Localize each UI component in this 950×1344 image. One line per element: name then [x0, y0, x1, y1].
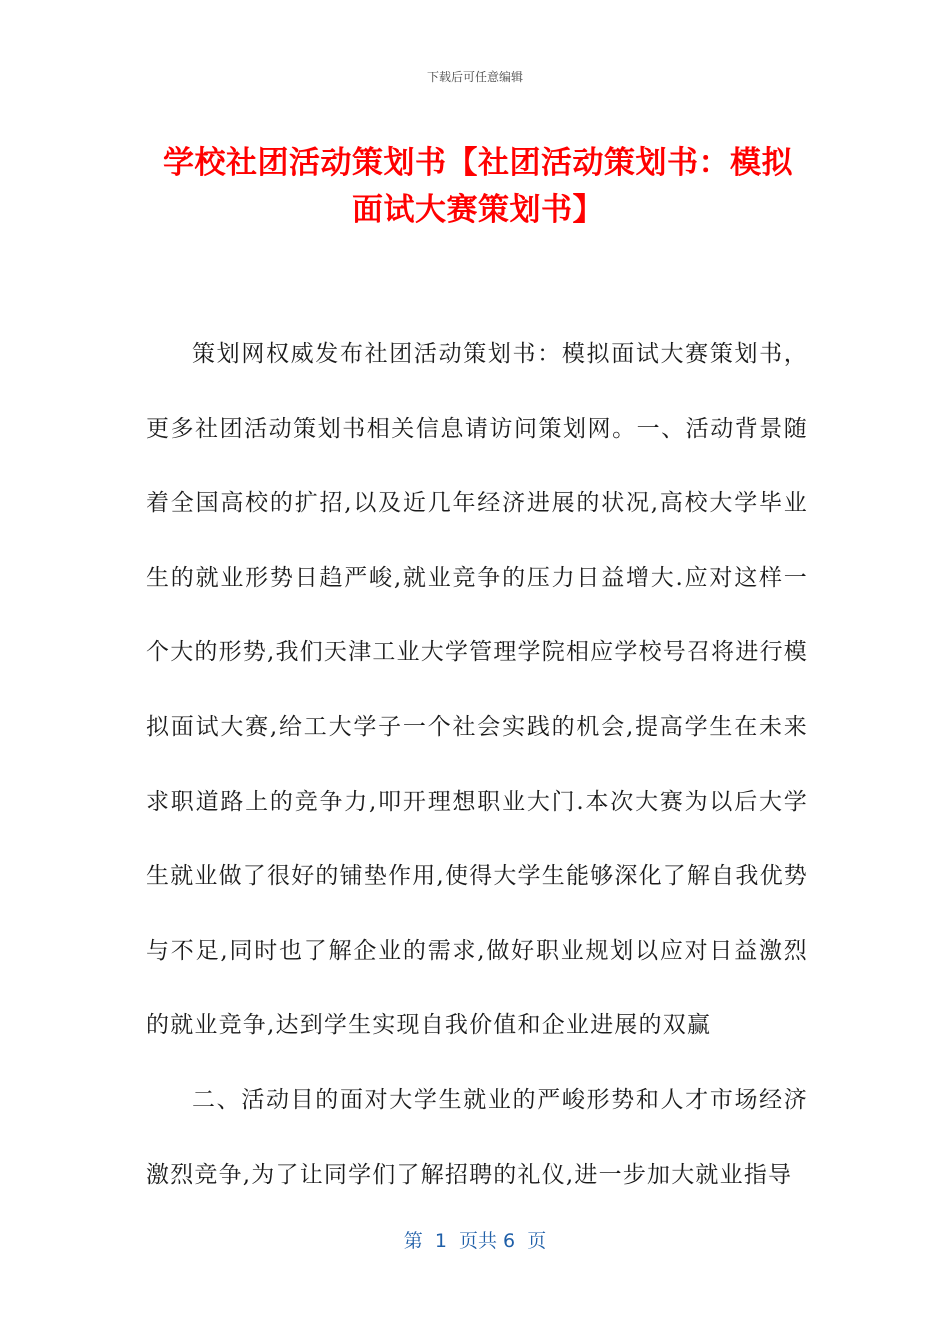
header-note: 下载后可任意编辑: [426, 70, 523, 84]
paragraph: 策划网权威发布社团活动策划书：模拟面试大赛策划书，更多社团活动策划书相关信息请访问策划网。一、活动背景随着全国高校的扩招,以及近几年经济进展的状况,高校大学毕业生的就业形势日趋严峻,就业竞争的压力日益增大.应对这样一个大的形势,我们天津工业大学管理学院相应学校号召将进行模拟面试大赛,给工大学子一个社会实践的机会,提高学生在未来求职道路上的竞争力,叩开理想职业大门.本次大赛为以后大学生就业做了很好的铺垫作用,使得大学生能够深化了解自我优势与不足,同时也了解企业的需求,做好职业规划以应对日益激烈的就业竞争,达到学生实现自我价值和企业进展的双赢: [146, 341, 808, 1039]
paragraph: 二、活动目的面对大学生就业的严峻形势和人才市场经济激烈竞争,为了让同学们了解招聘的礼仪,进一步加大就业指导: [146, 1086, 808, 1188]
page-number: 第 1 页共 6 页: [403, 1230, 547, 1252]
document-body: [146, 317, 808, 1212]
document-title: 学校社团活动策划书【社团活动策划书：模拟面试大赛策划书】: [163, 145, 793, 228]
